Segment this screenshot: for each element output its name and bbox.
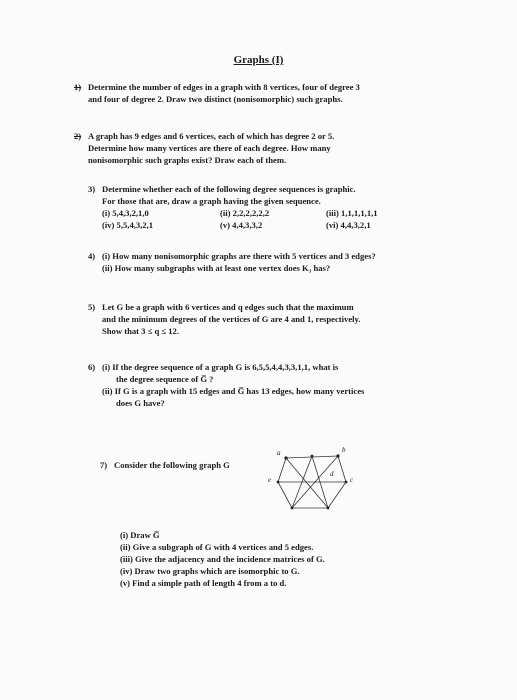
question-line: Determine whether each of the following degree sequences is graphic.: [102, 184, 356, 194]
sub-question: (ii) Give a subgraph of G with 4 vertices and 5 edges.: [120, 542, 314, 552]
question-line: does G have?: [116, 398, 165, 408]
question-7: [100, 459, 230, 471]
question-number: 1): [74, 82, 82, 92]
question-number: 3): [88, 184, 96, 194]
sub-question: (v) Find a simple path of length 4 from a to d.: [120, 578, 287, 588]
question-7-parts: [120, 529, 325, 589]
question-number: 2): [74, 131, 82, 141]
question-4: [88, 250, 376, 274]
graph-figure: [268, 446, 354, 516]
question-number: 7): [100, 460, 108, 470]
question-number: 6): [88, 362, 96, 372]
vertex-label-a: a: [277, 449, 281, 457]
vertex-label-d: d: [330, 470, 334, 478]
vertex-label-e: e: [268, 476, 272, 484]
question-line: Determine the number of edges in a graph with 8 vertices, four of degree 3: [88, 82, 360, 92]
question-line: Show that 3 ≤ q ≤ 12.: [102, 326, 180, 336]
sub-question: (iv) Draw two graphs which are isomorphic to G.: [120, 566, 300, 576]
question-2: [74, 130, 335, 166]
question-line: For those that are, draw a graph having the given sequence.: [102, 196, 321, 206]
sequence-row: [102, 219, 378, 231]
sequence-item: (v) 4,4,3,3,2: [220, 220, 263, 230]
question-line: (i) How many nonisomorphic graphs are there with 5 vertices and 3 edges?: [102, 251, 376, 261]
question-line: (i) If the degree sequence of a graph G is 6,5,5,4,4,3,3,1,1, what is: [102, 362, 339, 372]
question-line: and four of degree 2. Draw two distinct (nonisomorphic) such graphs.: [88, 94, 343, 104]
question-1: [74, 81, 360, 105]
question-line: Consider the following graph G: [114, 460, 230, 470]
question-6: [88, 361, 365, 409]
vertex-label-c: c: [350, 476, 354, 484]
question-line: nonisomorphic such graphs exist? Draw each of them.: [88, 155, 287, 165]
question-number: 4): [88, 251, 96, 261]
question-number: 5): [88, 302, 96, 312]
question-line: (ii) If G is a graph with 15 edges and G̅ has 13 edges, how many vertices: [102, 386, 365, 396]
question-line: and the minimum degrees of the vertices of G are 4 and 1, respectively.: [102, 314, 361, 324]
question-line: Let G be a graph with 6 vertices and q edges such that the maximum: [102, 302, 354, 312]
question-line: A graph has 9 edges and 6 vertices, each of which has degree 2 or 5.: [88, 131, 335, 141]
sub-question: (i) Draw G̅: [120, 530, 160, 540]
sequence-item: (i) 5,4,3,2,1,0: [102, 208, 149, 218]
sub-question: (iii) Give the adjacency and the incidence matrices of G.: [120, 554, 325, 564]
sequence-item: (vi) 4,4,3,2,1: [326, 220, 371, 230]
vertex-label-b: b: [342, 446, 346, 454]
question-line: (ii) How many subgraphs with at least one vertex does K₃ has?: [102, 263, 331, 273]
graph-drawing: [272, 452, 354, 516]
sequence-row: [102, 207, 378, 219]
sequence-item: (iii) 1,1,1,1,1,1: [326, 208, 378, 218]
sequence-item: (ii) 2,2,2,2,2,2: [220, 208, 270, 218]
page-title: Graphs (I): [233, 54, 284, 66]
question-5: [88, 301, 361, 337]
question-line: the degree sequence of G̅ ?: [116, 374, 214, 384]
sequence-item: (iv) 5,5,4,3,2,1: [102, 220, 154, 230]
question-line: Determine how many vertices are there of each degree. How many: [88, 143, 331, 153]
question-3: [88, 183, 378, 231]
